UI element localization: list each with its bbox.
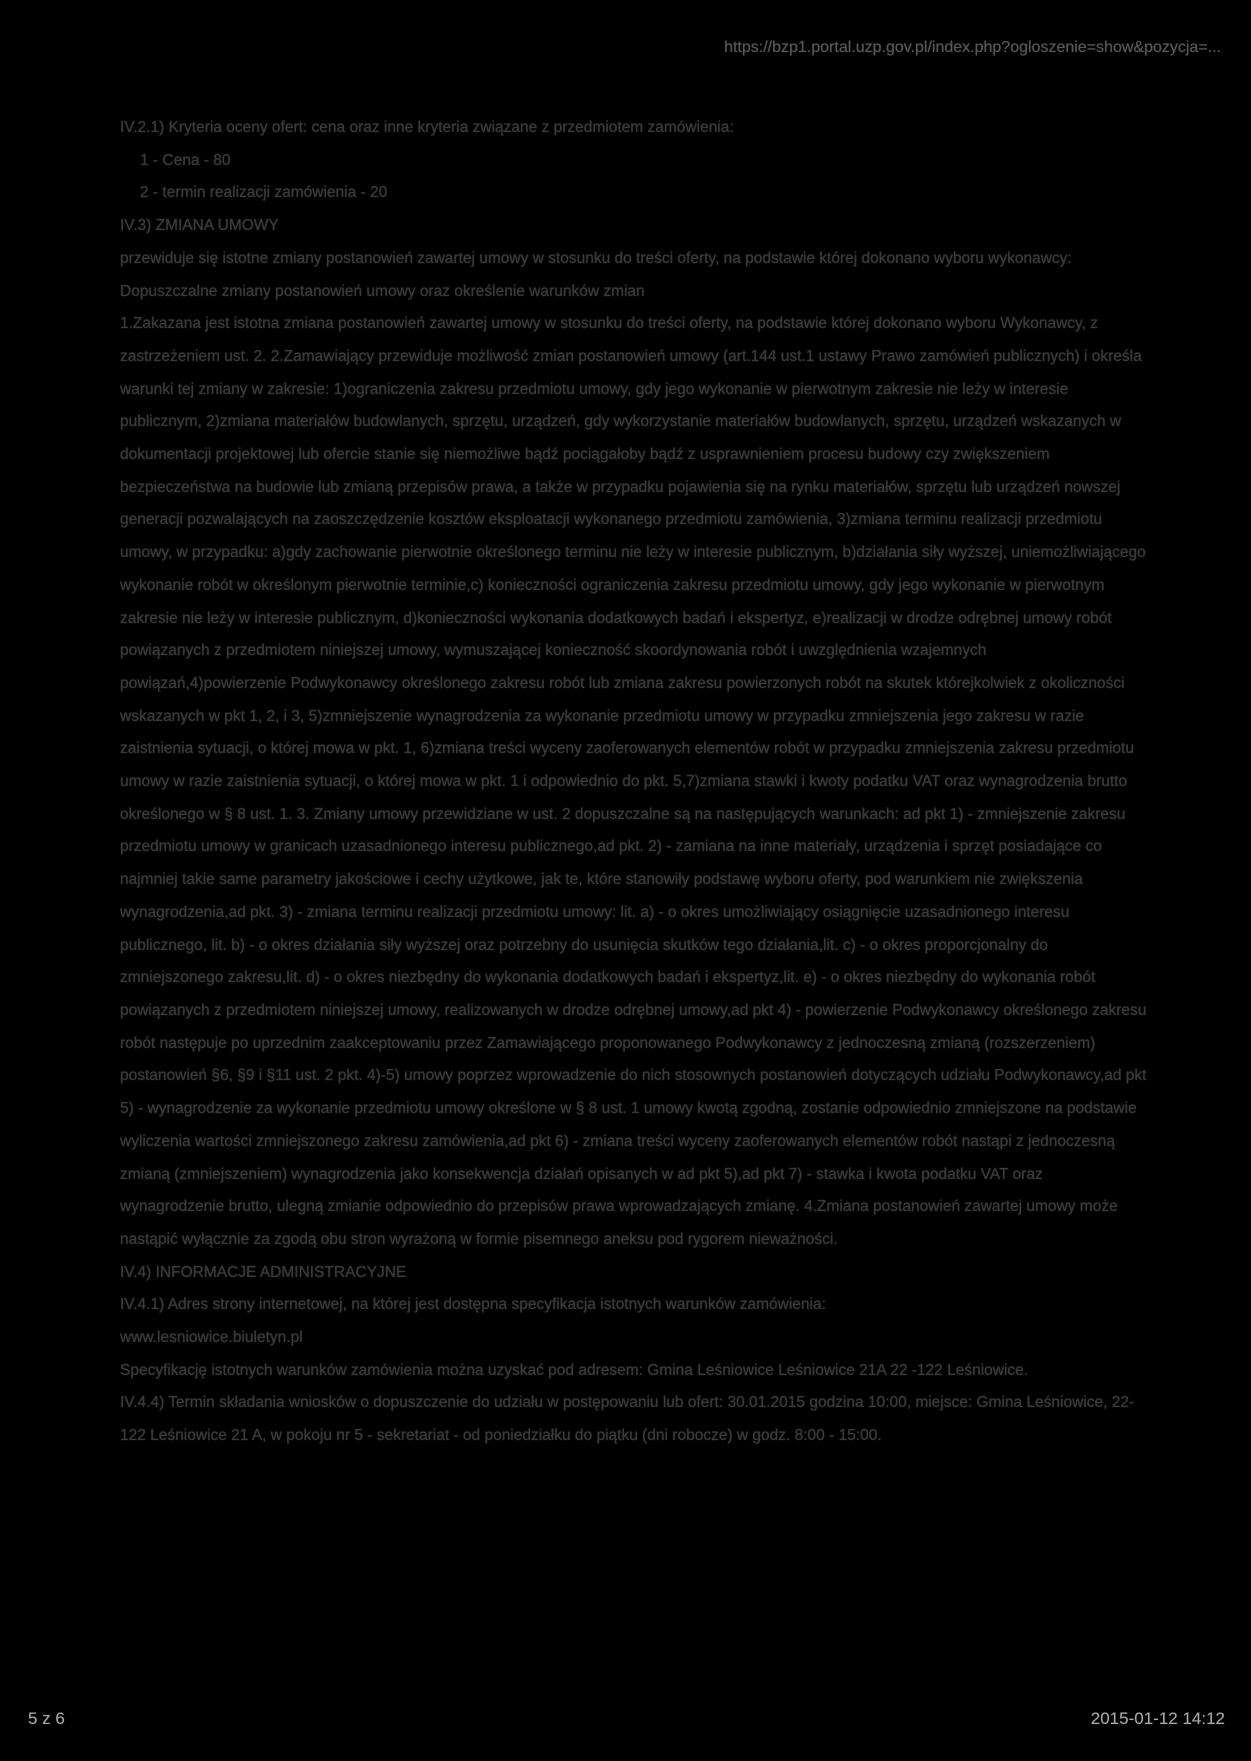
contract-change-intro: przewiduje się istotne zmiany postanowień zawartej umowy w stosunku do treści oferty, na podstawie której dokonano wyboru wykonawcy:: [120, 249, 1072, 267]
print-timestamp: 2015-01-12 14:12: [1090, 1709, 1225, 1728]
criteria-item-price: 1 - Cena - 80: [140, 151, 231, 169]
submission-deadline: IV.4.4) Termin składania wniosków o dopuszczenie do udziału w postępowaniu lub ofert: 30.01.2015 godzina 10:00, miejsce: Gmina Leśniowice, 22-122 Leśniowice 21 A, w pokoju nr 5 - sekretariat - od poniedziałku do piątku (dni robocze) w godz. 8:00 - 15:00.: [120, 1394, 1135, 1445]
admin-info-heading: IV.4) INFORMACJE ADMINISTRACYJNE: [120, 1263, 407, 1281]
print-header-url: https://bzp1.portal.uzp.gov.pl/index.php?ogloszenie=show&pozycja=...: [724, 39, 1221, 56]
allowed-changes-heading: Dopuszczalne zmiany postanowień umowy oraz określenie warunków zmian: [120, 282, 645, 300]
spec-address: Specyfikację istotnych warunków zamówienia można uzyskać pod adresem: Gmina Leśniowice Leśniowice 21A 22 -122 Leśniowice.: [120, 1361, 1029, 1379]
criteria-item-deadline: 2 - termin realizacji zamówienia - 20: [140, 184, 388, 202]
page-number: 5 z 6: [28, 1709, 65, 1728]
notice-content: [120, 112, 1150, 1453]
criteria-heading: IV.2.1) Kryteria oceny ofert: cena oraz inne kryteria związane z przedmiotem zamówienia:: [120, 119, 734, 136]
allowed-changes-text: 1.Zakazana jest istotna zmiana postanowień zawartej umowy w stosunku do treści oferty, na podstawie której dokonano wyboru Wykonawcy, z zastrzeżeniem ust. 2. 2.Zamawiający przewiduje możliwość zmian postanowień umowy (art.144 ust.1 ustawy Prawo zamówień publicznych) i określa warunki tej zmiany w zakresie: 1)ograniczenia zakresu przedmiotu umowy, gdy jego wykonanie w pierwotnym zakresie nie leży w interesie publicznym, 2)zmiana materiałów budowlanych, sprzętu, urządzeń, gdy wykorzystanie materiałów budowlanych, sprzętu, urządzeń wskazanych w dokumentacji projektowej lub ofercie stanie się niemożliwe bądź pociągałoby bądź z usprawnieniem procesu budowy czy zwiększeniem bezpieczeństwa na budowie lub zmianą przepisów prawa, a także w przypadku pojawienia się na rynku materiałów, sprzętu lub urządzeń nowszej generacji pozwalających na zaoszczędzenie kosztów eksploatacji wykonanego przedmiotu zamówienia, 3)zmiana terminu realizacji przedmiotu umowy, w przypadku: a)gdy zachowanie pierwotnie określonego terminu nie leży w interesie publicznym, b)działania siły wyższej, uniemożliwiającego wykonanie robót w określonym pierwotnie terminie,c) konieczności ograniczenia zakresu przedmiotu umowy, gdy jego wykonanie w pierwotnym zakresie nie leży w interesie publicznym, d)konieczności wykonania dodatkowych badań i ekspertyz, e)realizacji w drodze odrębnej umowy robót powiązanych z przedmiotem niniejszej umowy, wymuszającej konieczność skoordynowania robót i uwzględnienia wzajemnych powiązań,4)powierzenie Podwykonawcy określonego zakresu robót lub zmiana zakresu powierzonych robót na skutek którejkolwiek z okoliczności wskazanych w pkt 1, 2, i 3, 5)zmniejszenie wynagrodzenia za wykonanie przedmiotu umowy w przypadku zmniejszenia jego zakresu w razie zaistnienia sytuacji, o której mowa w pkt. 1, 6)zmiana treści wyceny zaoferowanych elementów robót w przypadku zmniejszenia zakresu przedmiotu umowy w razie zaistnienia sytuacji, o której mowa w pkt. 1 i odpowiednio do pkt. 5,7)zmiana stawki i kwoty podatku VAT oraz wynagrodzenia brutto określonego w § 8 ust. 1. 3. Zmiany umowy przewidziane w ust. 2 dopuszczalne są na następujących warunkach: ad pkt 1) - zmniejszenie zakresu przedmiotu umowy w granicach uzasadnionego interesu publicznego,ad pkt. 2) - zamiana na inne materiały, urządzenia i sprzęt posiadające co najmniej takie same parametry jakościowe i cechy użytkowe, jak te, które stanowiły podstawę wyboru oferty, pod warunkiem nie zwiększenia wynagrodzenia,ad pkt. 3) - zmiana terminu realizacji przedmiotu umowy: lit. a) - o okres umożliwiający osiągnięcie uzasadnionego interesu publicznego, lit. b) - o okres działania siły wyższej oraz potrzebny do usunięcia skutków tego działania,lit. c) - o okres proporcjonalny do zmniejszonego zakresu,lit. d) - o okres niezbędny do wykonania dodatkowych badań i ekspertyz,lit. e) - o okres niezbędny do wykonania robót powiązanych z przedmiotem niniejszej umowy, realizowanych w drodze odrębnej umowy,ad pkt 4) - powierzenie Podwykonawcy określonego zakresu robót następuje po uprzednim zaakceptowaniu przez Zamawiającego proponowanego Podwykonawcy z jednoczesną zmianą (rozszerzeniem) postanowień §6, §9 i §11 ust. 2 pkt. 4)-5) umowy poprzez wprowadzenie do nich stosownych postanowień dotyczących udziału Podwykonawcy,ad pkt 5) - wynagrodzenie za wykonanie przedmiotu umowy określone w § 8 ust. 1 umowy kwotą zgodną, zostanie odpowiednio zmniejszone na podstawie wyliczenia wartości zmniejszonego zakresu zamówienia,ad pkt 6) - zmiana treści wyceny zaoferowanych elementów robót nastąpi z jednoczesną zmianą (zmniejszeniem) wynagrodzenia jako konsekwencja działań opisanych w ad pkt 5),ad pkt 7) - stawka i kwota podatku VAT oraz wynagrodzenie brutto, ulegną zmianie odpowiednio do przepisów prawa wprowadzających zmianę. 4.Zmiana postanowień zawartej umowy może nastąpić wyłącznie za zgodą obu stron wyrażoną w formie pisemnego aneksu pod rygorem nieważności.: [120, 315, 1147, 1248]
contract-change-heading: IV.3) ZMIANA UMOWY: [120, 217, 279, 235]
website-address: www.lesniowice.biuletyn.pl: [120, 1329, 303, 1347]
website-heading: IV.4.1) Adres strony internetowej, na której jest dostępna specyfikacja istotnych warunków zamówienia:: [120, 1296, 826, 1314]
